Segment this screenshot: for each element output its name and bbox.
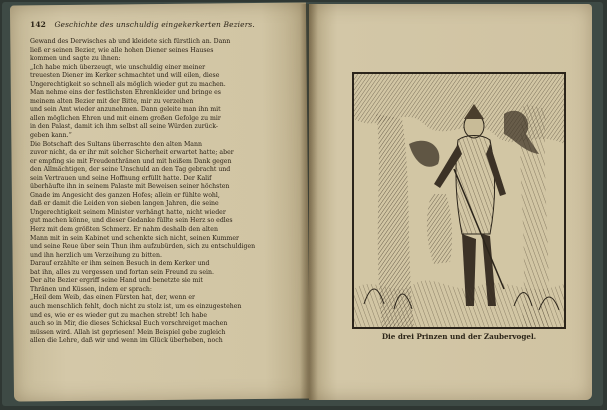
text-line: Die Botschaft des Sultans überraschte den alten Mann xyxy=(30,140,202,148)
text-line: in den Palast, damit ich ihm selbst all seine Würden zurück- xyxy=(30,123,218,131)
text-line: „Heil dem Weib, das einen Fürsten hat, der, wenn er xyxy=(30,294,196,302)
text-line: bat ihn, alles zu vergessen und fortan sein Freund zu sein. xyxy=(30,268,214,276)
text-line: treuesten Diener im Kerker schmachtet und will eilen, diese xyxy=(30,72,220,80)
text-line: daß er damit die Leiden von sieben langen Jahren, die seine xyxy=(30,200,219,208)
running-head xyxy=(30,20,285,29)
text-line: geben kann.“ xyxy=(30,132,72,140)
text-line: Darauf erzählte er ihm seinen Besuch in dem Kerker und xyxy=(30,260,210,268)
text-line: auch menschlich fehlt, doch nicht zu stolz ist, um es einzugestehen xyxy=(30,302,242,310)
text-line: Thränen und Küssen, indem er sprach: xyxy=(30,285,152,293)
text-line: Gewand des Derwisches ab und kleidete sich fürstlich an. Dann xyxy=(30,38,231,45)
book-gutter xyxy=(300,4,318,400)
text-line: meinem alten Bezier mit der Bitte, mir zu verzeihen xyxy=(30,97,194,105)
text-line: auch so in Mir, die dieses Schicksal Euch vorschreiget machen xyxy=(30,320,228,328)
text-line: „Ich habe mich überzeugt, wie unschuldig einer meiner xyxy=(30,63,206,71)
text-line: gut machen könne, und dieser Gedanke füllte sein Herz so edles xyxy=(30,217,233,225)
text-line: kommen und sagte zu ihnen: xyxy=(30,55,121,63)
text-line: Gnade im Angesicht des ganzen Hofes; allein er fühlte wohl, xyxy=(30,191,220,199)
text-line: und es, wie er es wieder gut zu machen strebt! Ich habe xyxy=(30,311,208,319)
text-line: sein Vertrauen und seine Hoffnung erfüllt hatte. Der Kalif xyxy=(30,174,212,182)
page-number: 142 xyxy=(30,20,46,29)
illustration xyxy=(352,72,566,329)
text-line: allen die Lehre, daß wir und wenn im Glück überheben, noch xyxy=(30,337,223,345)
body-text xyxy=(30,38,292,346)
text-line: Ungerechtigkeit so schnell als möglich wieder gut zu machen. xyxy=(30,80,226,88)
engraving-picture xyxy=(354,74,564,327)
text-line: ließ er seinen Bezier, wie alle hohen Diener seines Hauses xyxy=(30,46,214,54)
running-title: Geschichte des unschuldig eingekerkerten Beziers. xyxy=(54,20,255,29)
text-line: und sein Amt wieder anzunehmen. Dann geleite man ihn mit xyxy=(30,106,221,114)
text-line: Herz mit dem größten Schmerz. Er nahm deshalb den alten xyxy=(30,226,218,234)
text-line: und ihn herzlich um Verzeihung zu bitten. xyxy=(30,251,162,259)
text-line: müssen wird. Allah ist gepriesen! Mein Beispiel gebe zugleich xyxy=(30,328,226,336)
text-line: zuvor nicht, da er ihr mit solcher Sicherheit erwartet hatte; aber xyxy=(30,149,234,157)
illustration-caption: Die drei Prinzen und der Zaubervogel. xyxy=(381,332,537,341)
text-line: den Allmächtigen, der seine Unschuld an den Tag gebracht und xyxy=(30,166,231,174)
text-line: Der alte Bezier ergriff seine Hand und benetzte sie mit xyxy=(30,277,203,285)
text-line: Man nehme eins der festlichsten Ehrenkleider und bringe es xyxy=(30,89,221,97)
text-line: Ungerechtigkeit seinem Minister verhängt hatte, nicht wieder xyxy=(30,208,226,216)
text-line: er empfing sie mit Freudenthränen und mit heißem Dank gegen xyxy=(30,157,232,165)
text-line: und seine Reue über sein Thun ihm aufzubürden, sich zu entschuldigen xyxy=(30,243,256,251)
text-line: überhäufte ihn in seinem Palaste mit Beweisen seiner höchsten xyxy=(30,183,230,191)
text-line: allen möglichen Ehren und mit einem großen Gefolge zu mir xyxy=(30,114,221,122)
text-line: Mann mit in sein Kabinet und schenkte sich nicht, seinen Kummer xyxy=(30,234,239,242)
